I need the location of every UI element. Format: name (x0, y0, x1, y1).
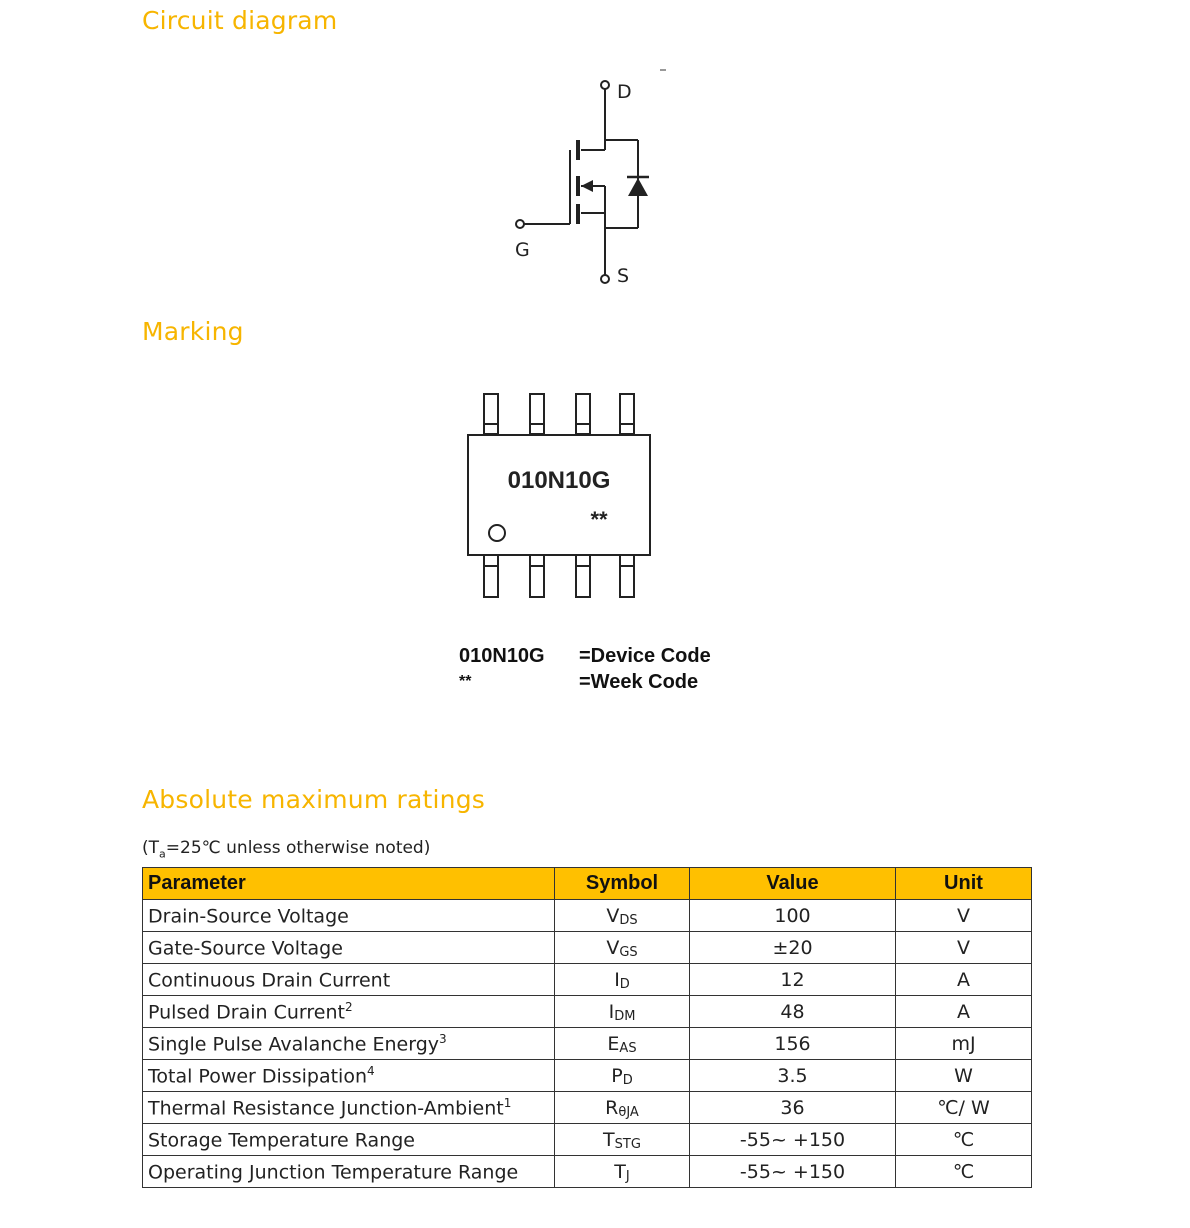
cell-value: -55~ +150 (690, 1124, 896, 1156)
gate-terminal (516, 220, 524, 228)
table-row (143, 1092, 1032, 1124)
cell-unit: ℃ (896, 1124, 1032, 1156)
header-unit: Unit (896, 868, 1032, 900)
cell-symbol: $V_{DS}$ (555, 900, 690, 932)
header-symbol: Symbol (555, 868, 690, 900)
header-parameter: Parameter (143, 868, 555, 900)
cell-parameter: Operating Junction Temperature Range (143, 1156, 555, 1188)
cell-value: -55~ +150 (690, 1156, 896, 1188)
package-body (468, 435, 650, 555)
cell-symbol: $V_{GS}$ (555, 932, 690, 964)
header-value: Value (690, 868, 896, 900)
cell-value: 156 (690, 1028, 896, 1060)
table-header-row (143, 868, 1032, 900)
cell-parameter: Pulsed Drain Current$^2$ (143, 996, 555, 1028)
ratings-condition-note: ($T_a=25℃$ unless otherwise noted) (142, 838, 431, 861)
cell-parameter: Total Power Dissipation$^4$ (143, 1060, 555, 1092)
channel-arrow-icon (581, 180, 593, 192)
cell-unit: A (896, 996, 1032, 1028)
ratings-table-body (143, 900, 1032, 1188)
pin-bottom (484, 555, 498, 597)
gate-label: G (515, 239, 530, 261)
cell-symbol: $R_{\theta JA}$ (555, 1092, 690, 1124)
source-label: S (617, 265, 630, 287)
ratings-table (142, 867, 1032, 1188)
table-row (143, 1028, 1032, 1060)
source-terminal (601, 275, 609, 283)
cell-parameter: Thermal Resistance Junction-Ambient$^1$ (143, 1092, 555, 1124)
table-row (143, 900, 1032, 932)
cell-unit: V (896, 900, 1032, 932)
table-row (143, 996, 1032, 1028)
cell-symbol: $I_{DM}$ (555, 996, 690, 1028)
cell-value: 48 (690, 996, 896, 1028)
table-row (143, 964, 1032, 996)
drain-terminal (601, 81, 609, 89)
pin-top (576, 394, 590, 434)
cell-unit: W (896, 1060, 1032, 1092)
pin1-indicator-icon (489, 525, 505, 541)
cell-unit: A (896, 964, 1032, 996)
legend-key-week: ** (459, 673, 472, 690)
table-row (143, 1124, 1032, 1156)
cell-symbol: $T_J$ (555, 1156, 690, 1188)
cell-symbol: $T_{STG}$ (555, 1124, 690, 1156)
cell-symbol: $E_{AS}$ (555, 1028, 690, 1060)
pin-bottom (576, 555, 590, 597)
section-heading-circuit: Circuit diagram (142, 6, 338, 35)
section-heading-marking: Marking (142, 317, 244, 346)
table-row (143, 1156, 1032, 1188)
pin-top (484, 394, 498, 434)
legend-desc-week: =Week Code (579, 671, 699, 693)
cell-value: ±20 (690, 932, 896, 964)
cell-parameter: Continuous Drain Current (143, 964, 555, 996)
legend-key-device: 010N10G (459, 645, 545, 667)
pin-bottom (530, 555, 544, 597)
pin-bottom (620, 555, 634, 597)
cell-value: 3.5 (690, 1060, 896, 1092)
cell-parameter: Gate-Source Voltage (143, 932, 555, 964)
cell-unit: mJ (896, 1028, 1032, 1060)
legend-desc-device: =Device Code (579, 645, 711, 667)
cell-value: 100 (690, 900, 896, 932)
table-row (143, 1060, 1032, 1092)
chip-week-code: ** (590, 507, 608, 532)
pin-top (620, 394, 634, 434)
cell-unit: ℃ (896, 1156, 1032, 1188)
table-row (143, 932, 1032, 964)
cell-value: 12 (690, 964, 896, 996)
cell-parameter: Storage Temperature Range (143, 1124, 555, 1156)
cell-parameter: Single Pulse Avalanche Energy$^3$ (143, 1028, 555, 1060)
mosfet-circuit-diagram (0, 0, 1190, 300)
section-heading-ratings: Absolute maximum ratings (142, 785, 486, 814)
cell-symbol: $P_D$ (555, 1060, 690, 1092)
cell-parameter: Drain-Source Voltage (143, 900, 555, 932)
package-marking-diagram (0, 380, 1190, 610)
diode-triangle-icon (628, 178, 648, 196)
chip-device-code: 010N10G (507, 467, 611, 494)
pin-top (530, 394, 544, 434)
cell-symbol: $I_D$ (555, 964, 690, 996)
drain-label: D (617, 81, 632, 103)
cell-value: 36 (690, 1092, 896, 1124)
cell-unit: ℃/ W (896, 1092, 1032, 1124)
cell-unit: V (896, 932, 1032, 964)
